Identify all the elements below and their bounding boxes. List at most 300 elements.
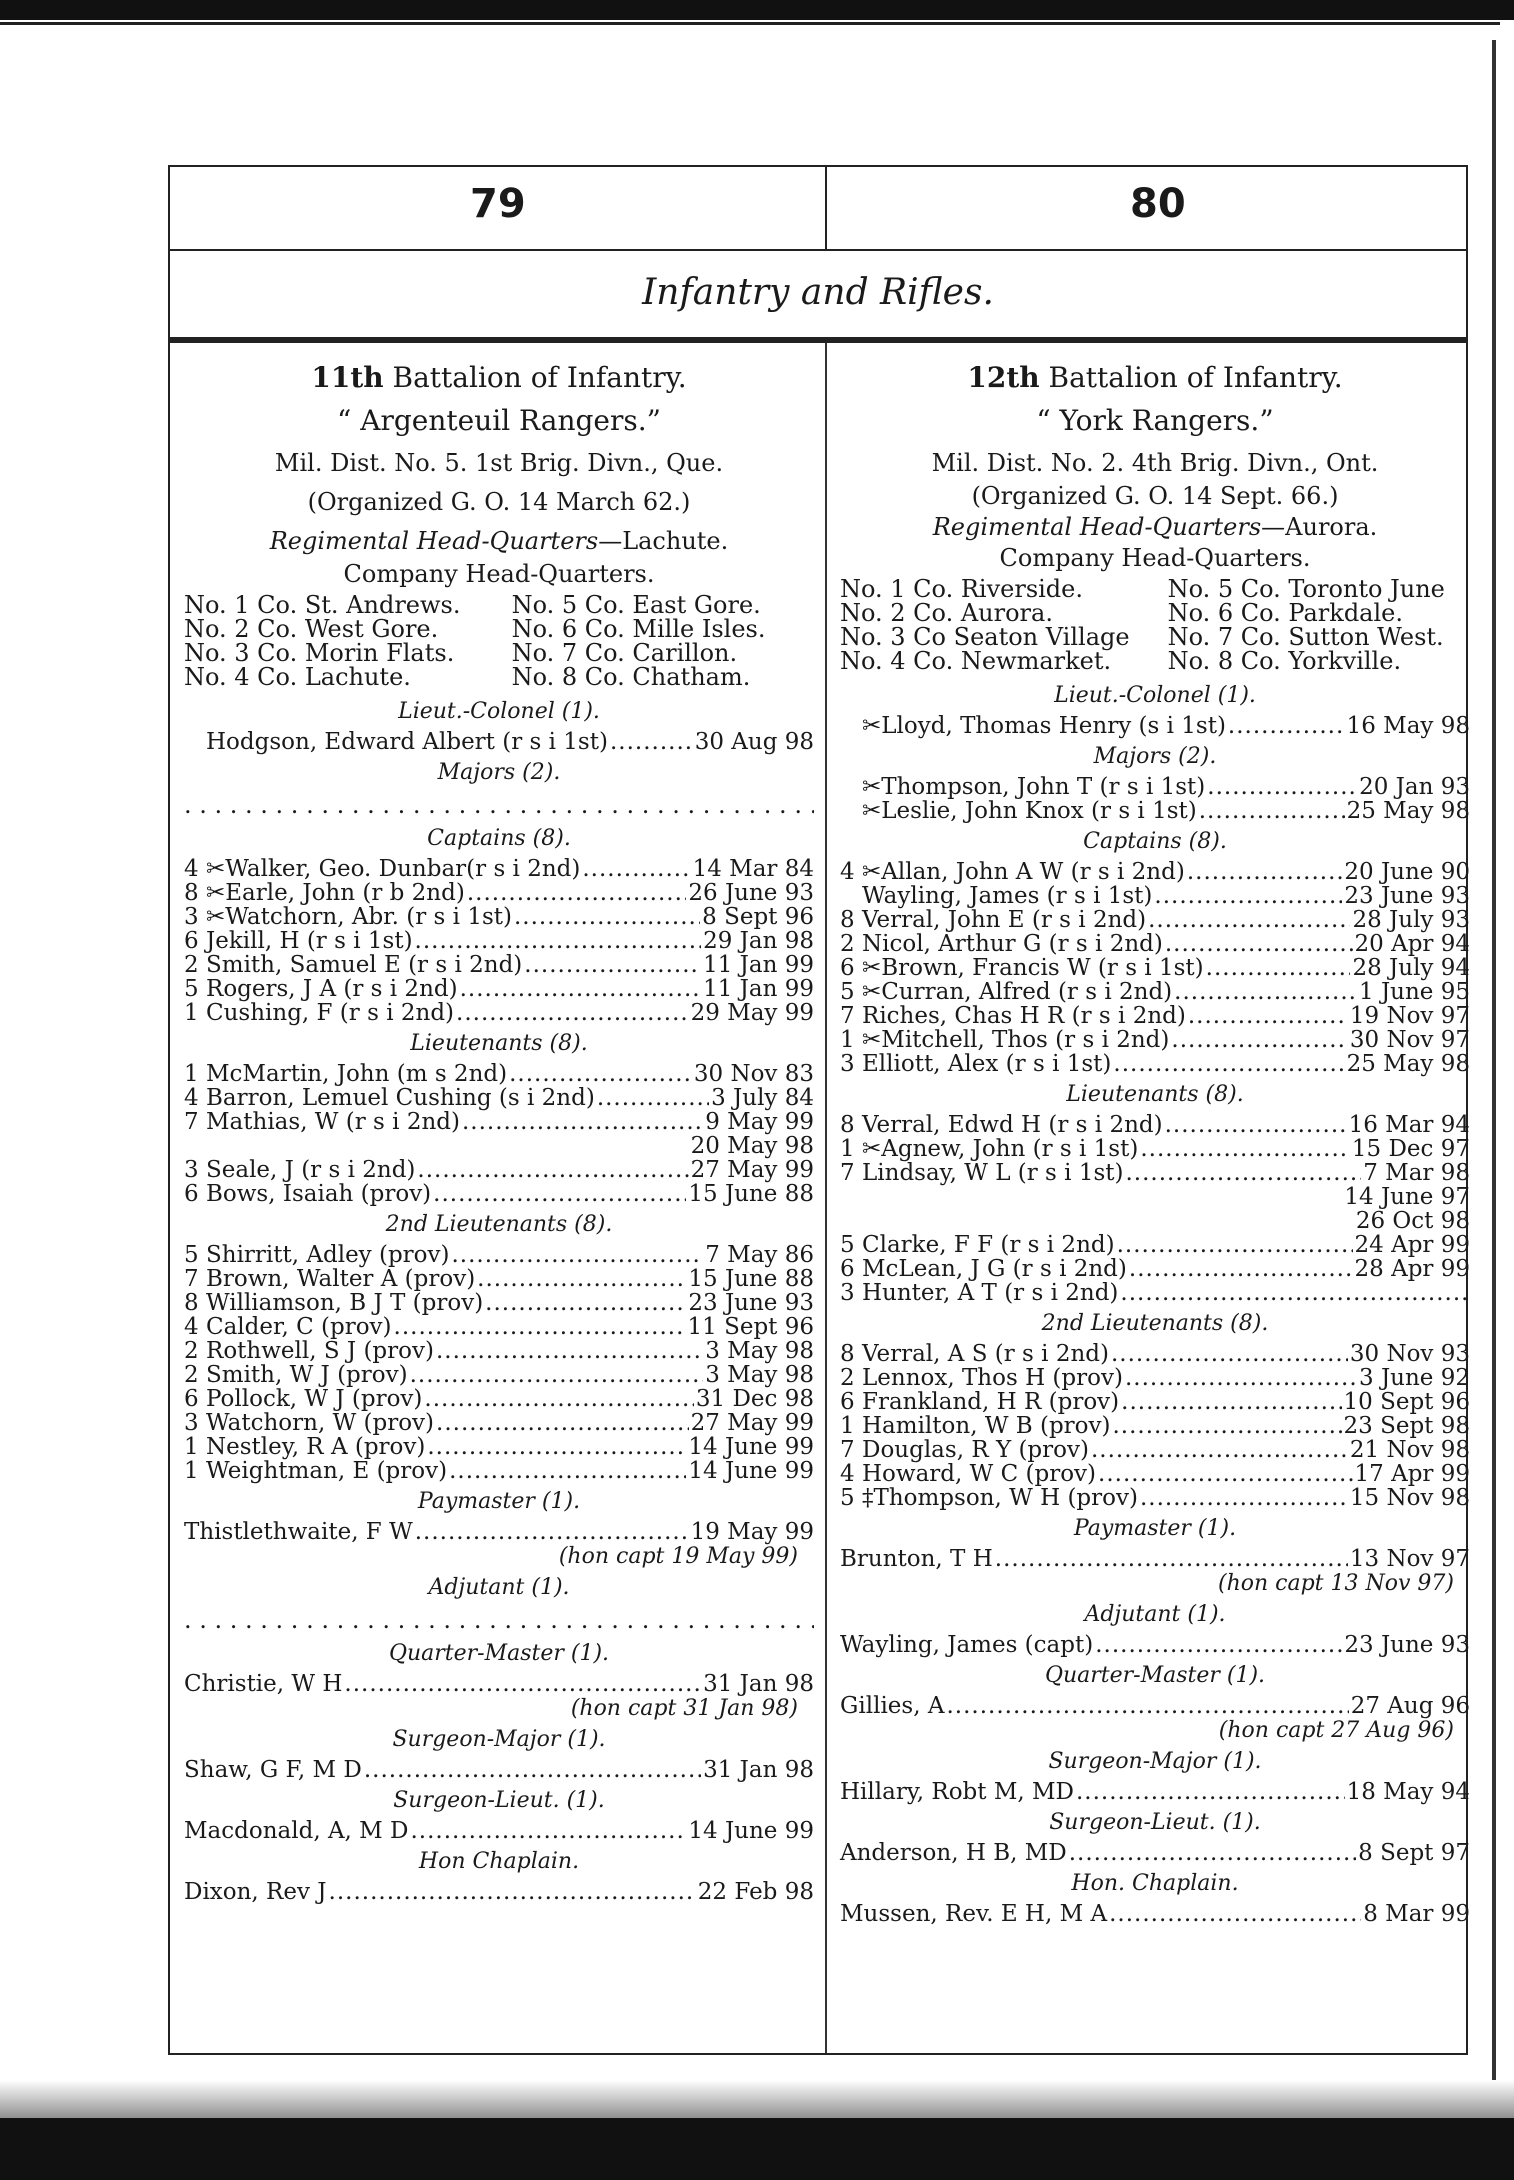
leader-dots: [462, 1110, 703, 1134]
leader-dots: [452, 1243, 704, 1267]
leader-dots: [1113, 1414, 1342, 1438]
officer-entry: [840, 1257, 1470, 1281]
commission-date: 14 June 97: [1344, 1184, 1470, 1210]
commission-date: 7 May 86: [705, 1242, 814, 1268]
company-entry: No. 2 Co. West Gore.: [184, 615, 439, 643]
paymaster-heading: Paymaster (1).: [1073, 1516, 1237, 1541]
company-entry: No. 1 Co. Riverside.: [840, 575, 1083, 603]
bottom-border-band: [0, 2118, 1514, 2180]
organized-line: (Organized G. O. 14 Sept. 66.): [971, 482, 1339, 510]
company-number: 1: [184, 1000, 199, 1026]
company-entry: No. 6 Co. Parkdale.: [1167, 599, 1403, 627]
leader-dots: [1140, 1137, 1350, 1161]
paymaster-hon: (hon capt 19 May 99): [558, 1544, 798, 1569]
officer-entry: [840, 980, 1470, 1004]
company-number: 2: [184, 952, 199, 978]
officer-entry: [840, 1486, 1470, 1510]
company-number: 8: [840, 1341, 855, 1367]
officer-entry: [184, 857, 814, 881]
officer-name: ✂Walker, Geo. Dunbar(r s i 2nd): [206, 856, 581, 882]
company-entry: No. 5 Co. East Gore.: [511, 591, 761, 619]
officer-name: Lennox, Thos H (prov): [862, 1365, 1123, 1391]
second-lieutenants-heading: 2nd Lieutenants (8).: [1041, 1311, 1269, 1336]
commission-date: 28 July 94: [1352, 955, 1470, 981]
company-entry: No. 2 Co. Aurora.: [840, 599, 1053, 627]
leader-dots: [394, 1315, 686, 1339]
officer-entry: [184, 1243, 814, 1267]
officer-entry: [840, 956, 1470, 980]
officer-name: Rogers, J A (r s i 2nd): [206, 976, 458, 1002]
company-number: 8: [184, 880, 199, 906]
officer-entry: [184, 881, 814, 905]
company-number: 7: [184, 1109, 199, 1135]
commission-date: 16 May 98: [1346, 713, 1470, 739]
officer-name: Hunter, A T (r s i 2nd): [862, 1280, 1119, 1306]
officer-name: ✂Leslie, John Knox (r s i 1st): [862, 798, 1197, 824]
chaplain-entry: Dixon, Rev J ..... 22 Feb 98: [184, 1880, 814, 1904]
officer-entry: [184, 1459, 814, 1483]
surgeon-lieut-heading: Surgeon-Lieut. (1).: [393, 1788, 605, 1813]
left-page-number: 79: [470, 181, 526, 227]
company-number: 4: [184, 1314, 199, 1340]
commission-date: 7 Mar 98: [1363, 1160, 1470, 1186]
captains-heading: Captains (8).: [427, 826, 571, 851]
right-column-12th-battalion: [840, 359, 1470, 1926]
district-line: Mil. Dist. No. 5. 1st Brig. Divn., Que.: [274, 449, 724, 477]
officer-name: ✂Allan, John A W (r s i 2nd): [862, 859, 1185, 885]
officer-entry: [184, 1435, 814, 1459]
company-number: 2: [184, 1362, 199, 1388]
officer-name: Brown, Walter A (prov): [206, 1266, 476, 1292]
officer-entry: [840, 1052, 1470, 1076]
company-entry: No. 8 Co. Yorkville.: [1167, 647, 1402, 675]
officer-entry: [184, 1267, 814, 1291]
page-frame: [168, 165, 1468, 2055]
commission-date: 30 Nov 97: [1349, 1027, 1470, 1053]
leader-dots: [1125, 1366, 1357, 1390]
officer-entry: [840, 932, 1470, 956]
commission-date: 21 Nov 98: [1349, 1437, 1470, 1463]
commission-date: 15 June 88: [688, 1266, 814, 1292]
officer-entry: [184, 1291, 814, 1315]
surgeon-major-heading: Surgeon-Major (1).: [1048, 1749, 1262, 1774]
officer-name: ✂Mitchell, Thos (r s i 2nd): [862, 1027, 1170, 1053]
officer-name: Mathias, W (r s i 2nd): [206, 1109, 460, 1135]
company-number: 5: [840, 1232, 855, 1258]
officer-name: McMartin, John (m s 2nd): [206, 1061, 508, 1087]
company-number: 5: [184, 1242, 199, 1268]
commission-date: 19 Nov 97: [1349, 1003, 1470, 1029]
company-number: 2: [840, 1365, 855, 1391]
regimental-hq: Regimental Head-Quarters—Lachute.: [269, 527, 729, 555]
company-number: 1: [184, 1434, 199, 1460]
officer-name: Jekill, H (r s i 1st): [206, 928, 413, 954]
quartermaster-heading: Quarter-Master (1).: [1044, 1663, 1266, 1688]
commission-date: 29 Jan 98: [703, 928, 814, 954]
leader-dots: [1165, 1113, 1347, 1137]
leader-dots: [1091, 1438, 1348, 1462]
officer-name: Smith, Samuel E (r s i 2nd): [206, 952, 523, 978]
leader-dots: [1098, 1462, 1353, 1486]
battalion-title: 12th Battalion of Infantry.: [967, 361, 1343, 394]
majors-heading: Majors (2).: [437, 760, 561, 785]
company-entry: No. 8 Co. Chatham.: [511, 663, 751, 691]
commission-date: 14 Mar 84: [692, 856, 814, 882]
leader-dots: [1171, 1028, 1347, 1052]
officer-entry: [840, 860, 1470, 884]
officer-name: Calder, C (prov): [206, 1314, 392, 1340]
commission-date: 26 June 93: [688, 880, 814, 906]
officer-entry: [184, 730, 814, 754]
officer-entry: [840, 1390, 1470, 1414]
officer-name: Verral, A S (r s i 2nd): [862, 1341, 1109, 1367]
quartermaster-entry: Gillies, A ..... 27 Aug 96: [840, 1694, 1470, 1718]
commission-date: 20 May 98: [690, 1133, 814, 1159]
officer-entry: [840, 1137, 1470, 1161]
company-number: 5: [184, 976, 199, 1002]
district-line: Mil. Dist. No. 2. 4th Brig. Divn., Ont.: [931, 449, 1379, 477]
officer-name: ✂Agnew, John (r s i 1st): [862, 1136, 1139, 1162]
leader-dots: [417, 1158, 688, 1182]
commission-date: 30 Nov 93: [1349, 1341, 1470, 1367]
leader-dots: [415, 929, 702, 953]
commission-date: 15 Nov 98: [1349, 1485, 1470, 1511]
paymaster-hon: (hon capt 13 Nov 97): [1218, 1571, 1454, 1596]
officer-name: Watchorn, W (prov): [206, 1410, 435, 1436]
officer-entry: [184, 1315, 814, 1339]
leader-dots: [1174, 980, 1357, 1004]
leader-dots: [460, 977, 702, 1001]
paymaster-entry: Brunton, T H ..... 13 Nov 97: [840, 1547, 1470, 1571]
officer-name: Rothwell, S J (prov): [206, 1338, 434, 1364]
commission-date: 14 June 99: [688, 1458, 814, 1484]
commission-date: 15 June 88: [688, 1181, 814, 1207]
company-number: 6: [184, 1386, 199, 1412]
officer-entry: [840, 1438, 1470, 1462]
lt-col-list: [184, 730, 814, 754]
surgeon-major-entry: Shaw, G F, M D ..... 31 Jan 98: [184, 1758, 814, 1782]
company-list: [184, 593, 814, 689]
officer-name: Verral, John E (r s i 2nd): [862, 907, 1147, 933]
officer-entry: [840, 1113, 1470, 1137]
battalion-title: 11th Battalion of Infantry.: [311, 361, 687, 394]
leader-dots: [1188, 1004, 1348, 1028]
officer-entry: [184, 1411, 814, 1435]
officer-name: ✂Thompson, John T (r s i 1st): [862, 774, 1206, 800]
leader-dots: [1121, 1390, 1341, 1414]
officer-name: Williamson, B J T (prov): [206, 1290, 484, 1316]
officer-entry: [184, 977, 814, 1001]
chaplain-heading: Hon Chaplain.: [418, 1849, 580, 1874]
leader-dots: [485, 1291, 686, 1315]
commission-date: 20 June 90: [1344, 859, 1470, 885]
officer-name: Verral, Edwd H (r s i 2nd): [862, 1112, 1163, 1138]
captains-list: [184, 857, 814, 1025]
leader-dots: [436, 1339, 703, 1363]
top-border-rule: [0, 0, 1514, 20]
company-number: 4: [184, 1085, 199, 1111]
company-number: 6: [184, 1181, 199, 1207]
surgeon-major-heading: Surgeon-Major (1).: [392, 1727, 606, 1752]
officer-entry: [184, 929, 814, 953]
majors-heading: Majors (2).: [1093, 744, 1217, 769]
officer-entry: [840, 1281, 1470, 1305]
quartermaster-hon: (hon capt 27 Aug 96): [1218, 1718, 1454, 1743]
commission-date: 9 May 99: [705, 1109, 814, 1135]
header-divider: [825, 167, 827, 249]
company-number: 6: [184, 928, 199, 954]
company-number: 4: [840, 1461, 855, 1487]
officer-entry: [840, 1462, 1470, 1486]
officer-name: Hodgson, Edward Albert (r s i 1st): [206, 729, 608, 755]
officer-entry: [840, 1233, 1470, 1257]
officer-entry: [840, 714, 1470, 738]
company-number: 3: [184, 904, 199, 930]
officer-name: Hamilton, W B (prov): [862, 1413, 1111, 1439]
commission-date: 11 Jan 99: [703, 976, 814, 1002]
officer-entry: [184, 1339, 814, 1363]
leader-dots: [1228, 714, 1345, 738]
leader-dots: [1111, 1342, 1348, 1366]
officer-name: ✂Lloyd, Thomas Henry (s i 1st): [862, 713, 1226, 739]
page-edge: [1492, 40, 1496, 2090]
officer-entry: [840, 1028, 1470, 1052]
commission-date: 31 Dec 98: [695, 1386, 814, 1412]
page-header: [170, 167, 1466, 251]
commission-date: 25 May 98: [1346, 798, 1470, 824]
lt-col-heading: Lieut.-Colonel (1).: [398, 699, 600, 724]
officer-name: Cushing, F (r s i 2nd): [206, 1000, 455, 1026]
leader-dots: [477, 1267, 686, 1291]
commission-date: 20 Jan 93: [1359, 774, 1470, 800]
paymaster-heading: Paymaster (1).: [417, 1489, 581, 1514]
commission-date: 28 Apr 99: [1354, 1256, 1470, 1282]
officer-entry: [184, 1387, 814, 1411]
company-number: 4: [184, 856, 199, 882]
company-entry: No. 7 Co. Sutton West.: [1167, 623, 1444, 651]
leader-dots: [1165, 932, 1353, 956]
section-title: Infantry and Rifles.: [642, 272, 994, 313]
leader-dots: [1199, 799, 1345, 823]
company-number: 7: [840, 1437, 855, 1463]
leader-dots: [1207, 775, 1357, 799]
lieutenants-heading: Lieutenants (8).: [410, 1031, 588, 1056]
commission-date: 23 June 93: [688, 1290, 814, 1316]
commission-date: 3 May 98: [705, 1362, 814, 1388]
leader-dots: [1187, 860, 1343, 884]
chaplain-heading: Hon. Chaplain.: [1071, 1871, 1239, 1896]
left-column-11th-battalion: [184, 359, 814, 1904]
company-entry: No. 4 Co. Lachute.: [184, 663, 411, 691]
officer-entry: [184, 1001, 814, 1025]
officer-name: ‡Thompson, W H (prov): [862, 1485, 1138, 1511]
officer-name: Douglas, R Y (prov): [862, 1437, 1089, 1463]
company-hq-heading: Company Head-Quarters.: [343, 560, 655, 588]
officer-entry: [840, 799, 1470, 823]
commission-date: 3 June 92: [1359, 1365, 1470, 1391]
company-number: 5: [840, 979, 855, 1005]
company-list: [840, 577, 1470, 673]
leader-dots: [433, 1182, 686, 1206]
quartermaster-entry: Christie, W H ..... 31 Jan 98: [184, 1672, 814, 1696]
officer-entry: [840, 1004, 1470, 1028]
quartermaster-hon: (hon capt 31 Jan 98): [570, 1696, 798, 1721]
leader-dots: [610, 730, 693, 754]
organized-line: (Organized G. O. 14 March 62.): [307, 488, 691, 516]
adjutant-heading: Adjutant (1).: [1084, 1602, 1226, 1627]
leader-dots: [427, 1435, 686, 1459]
company-number: 1: [840, 1413, 855, 1439]
officer-entry: [184, 1110, 814, 1134]
company-number: 1: [184, 1458, 199, 1484]
lt-col-heading: Lieut.-Colonel (1).: [1054, 683, 1256, 708]
officer-entry: [184, 905, 814, 929]
captains-list: [840, 860, 1470, 1076]
commission-date: 3 July 84: [711, 1085, 814, 1111]
commission-date: 11 Sept 96: [687, 1314, 814, 1340]
company-number: 1: [840, 1027, 855, 1053]
company-number: 6: [840, 955, 855, 981]
second-lieutenants-list: [840, 1342, 1470, 1510]
company-number: 6: [840, 1256, 855, 1282]
commission-date: 26 Oct 98: [1355, 1208, 1470, 1234]
leader-dots: [1129, 1257, 1353, 1281]
adjutant-entry: Wayling, James (capt) ..... 23 June 93: [840, 1633, 1470, 1657]
company-entry: No. 6 Co. Mille Isles.: [511, 615, 766, 643]
officer-name: Lindsay, W L (r s i 1st): [862, 1160, 1124, 1186]
leader-dots: [1117, 1233, 1353, 1257]
chaplain-entry: Mussen, Rev. E H, M A ..... 8 Mar 99: [840, 1902, 1470, 1926]
second-lieutenants-list: [184, 1243, 814, 1483]
officer-name: ✂Brown, Francis W (r s i 1st): [862, 955, 1204, 981]
commission-date: 27 May 99: [690, 1157, 814, 1183]
vacant-line: [184, 793, 814, 818]
officer-entry: [184, 1134, 814, 1158]
leader-dots: [1140, 1486, 1348, 1510]
officer-name: Wayling, James (r s i 1st): [862, 883, 1153, 909]
officer-name: Clarke, F F (r s i 2nd): [862, 1232, 1115, 1258]
bottom-shadow: [0, 2080, 1514, 2120]
leader-dots: [1120, 1281, 1468, 1305]
officer-name: Elliott, Alex (r s i 1st): [862, 1051, 1112, 1077]
commission-date: 30 Aug 98: [694, 729, 814, 755]
right-page-number: 80: [1130, 181, 1186, 227]
company-number: 3: [840, 1051, 855, 1077]
officer-name: Seale, J (r s i 2nd): [206, 1157, 416, 1183]
surgeon-lieut-entry: Anderson, H B, MD ..... 8 Sept 97: [840, 1841, 1470, 1865]
company-entry: No. 3 Co Seaton Village: [840, 623, 1130, 651]
company-number: 8: [184, 1290, 199, 1316]
lieutenants-list: [840, 1113, 1470, 1305]
lt-col-list: [840, 714, 1470, 738]
officer-name: Weightman, E (prov): [206, 1458, 448, 1484]
commission-date: 15 Dec 97: [1351, 1136, 1470, 1162]
lieutenants-heading: Lieutenants (8).: [1066, 1082, 1244, 1107]
leader-dots: [1113, 1052, 1344, 1076]
officer-name: Pollock, W J (prov): [206, 1386, 423, 1412]
quartermaster-heading: Quarter-Master (1).: [388, 1641, 610, 1666]
company-hq-heading: Company Head-Quarters.: [999, 544, 1311, 572]
leader-dots: [1154, 884, 1342, 908]
company-number: 7: [184, 1266, 199, 1292]
company-number: 2: [840, 931, 855, 957]
captains-heading: Captains (8).: [1083, 829, 1227, 854]
company-entry: No. 4 Co. Newmarket.: [840, 647, 1112, 675]
company-number: 6: [840, 1389, 855, 1415]
officer-entry: [840, 1209, 1470, 1233]
leader-dots: [582, 857, 690, 881]
column-divider: [825, 343, 827, 2053]
adjutant-heading: Adjutant (1).: [428, 1575, 570, 1600]
surgeon-lieut-heading: Surgeon-Lieut. (1).: [1049, 1810, 1261, 1835]
surgeon-major-entry: Hillary, Robt M, MD ..... 18 May 94: [840, 1780, 1470, 1804]
officer-name: Howard, W C (prov): [862, 1461, 1097, 1487]
leader-dots: [597, 1086, 709, 1110]
majors-list: [840, 775, 1470, 823]
officer-name: Riches, Chas H R (r s i 2nd): [862, 1003, 1186, 1029]
vacant-line: [184, 1608, 814, 1633]
commission-date: 25 May 98: [1346, 1051, 1470, 1077]
commission-date: 27 May 99: [690, 1410, 814, 1436]
battalion-nickname: “ Argenteuil Rangers.”: [337, 404, 661, 437]
leader-dots: [449, 1459, 686, 1483]
leader-dots: [1126, 1161, 1362, 1185]
leader-dots: [410, 1363, 704, 1387]
officer-name: Smith, W J (prov): [206, 1362, 408, 1388]
commission-date: 30 Nov 83: [693, 1061, 814, 1087]
officer-name: Bows, Isaiah (prov): [206, 1181, 432, 1207]
company-number: 1: [184, 1061, 199, 1087]
officer-name: Nestley, R A (prov): [206, 1434, 426, 1460]
officer-entry: [840, 1161, 1470, 1185]
company-entry: No. 3 Co. Morin Flats.: [184, 639, 455, 667]
leader-dots: [1206, 956, 1351, 980]
second-lieutenants-heading: 2nd Lieutenants (8).: [385, 1212, 613, 1237]
officer-entry: [184, 1062, 814, 1086]
commission-date: 20 Apr 94: [1354, 931, 1470, 957]
commission-date: 14 June 99: [688, 1434, 814, 1460]
company-number: 4: [840, 859, 855, 885]
company-entry: No. 5 Co. Toronto June: [1167, 575, 1445, 603]
company-entry: No. 1 Co. St. Andrews.: [184, 591, 461, 619]
officer-entry: [840, 908, 1470, 932]
commission-date: 29 May 99: [690, 1000, 814, 1026]
officer-name: ✂Earle, John (r b 2nd): [206, 880, 465, 906]
battalion-nickname: “ York Rangers.”: [1036, 404, 1274, 437]
officer-entry: [184, 1363, 814, 1387]
officer-name: Frankland, H R (prov): [862, 1389, 1120, 1415]
leader-dots: [524, 953, 701, 977]
officer-name: Nicol, Arthur G (r s i 2nd): [862, 931, 1163, 957]
leader-dots: [514, 905, 700, 929]
company-number: 3: [184, 1410, 199, 1436]
company-number: 1: [840, 1136, 855, 1162]
paymaster-entry: Thistlethwaite, F W ..... 19 May 99: [184, 1520, 814, 1544]
company-number: 3: [184, 1157, 199, 1183]
surgeon-lieut-entry: Macdonald, A, M D ..... 14 June 99: [184, 1819, 814, 1843]
title-rule: [170, 337, 1466, 343]
commission-date: 24 Apr 99: [1354, 1232, 1470, 1258]
commission-date: 11 Jan 99: [703, 952, 814, 978]
commission-date: 16 Mar 94: [1348, 1112, 1470, 1138]
officer-name: ✂Curran, Alfred (r s i 2nd): [862, 979, 1173, 1005]
officer-entry: [184, 1158, 814, 1182]
lieutenants-list: [184, 1062, 814, 1206]
commission-date: 3 May 98: [705, 1338, 814, 1364]
officer-entry: [840, 1342, 1470, 1366]
company-number: 7: [840, 1003, 855, 1029]
company-entry: No. 7 Co. Carillon.: [511, 639, 738, 667]
